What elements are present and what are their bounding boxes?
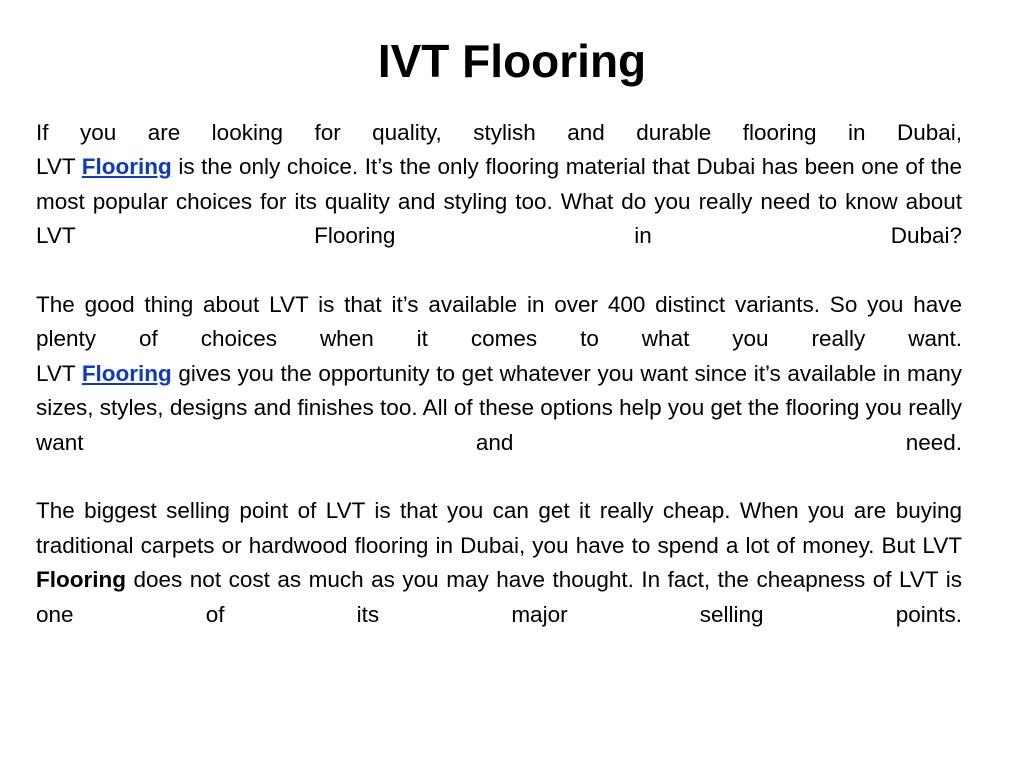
paragraph-2 <box>36 288 962 460</box>
paragraph-2-text-a: The good thing about LVT is that it’s available in over 400 distinct variants. So you have plenty of choices when it comes to what you really want. <box>36 292 962 352</box>
page-title: IVT Flooring <box>377 35 647 87</box>
paragraph-1-text-b: LVT <box>36 154 82 180</box>
flooring-bold-term: Flooring <box>36 567 126 593</box>
paragraph-1 <box>36 116 962 254</box>
paragraph-1-text-a: If you are looking for quality, stylish and durable flooring in Dubai, <box>36 120 962 145</box>
article-body <box>36 116 962 666</box>
paragraph-3-text-a: The biggest selling point of LVT is that you can get it really cheap. When you are buying traditional carpets or hardwood flooring in Dubai, you have to spend a lot of money. But LVT <box>36 498 962 558</box>
flooring-link-1[interactable]: Flooring <box>81 154 172 180</box>
paragraph-3-text-b: does not cost as much as you may have thought. In fact, the cheapness of LVT is one of its major selling points. <box>36 567 962 627</box>
paragraph-3 <box>36 494 962 632</box>
paragraph-2-text-c: gives you the opportunity to get whatever you want since it’s available in many sizes, styles, designs and finishes too. All of these options help you get the flooring you really want and need. <box>36 360 962 455</box>
paragraph-1-text-c: is the only choice. It’s the only flooring material that Dubai has been one of the most popular choices for its quality and styling too. What do you really need to know about LVT Flooring in Dubai? <box>36 154 962 249</box>
flooring-link-2[interactable]: Flooring <box>81 360 172 386</box>
paragraph-2-text-b: LVT <box>36 360 82 386</box>
